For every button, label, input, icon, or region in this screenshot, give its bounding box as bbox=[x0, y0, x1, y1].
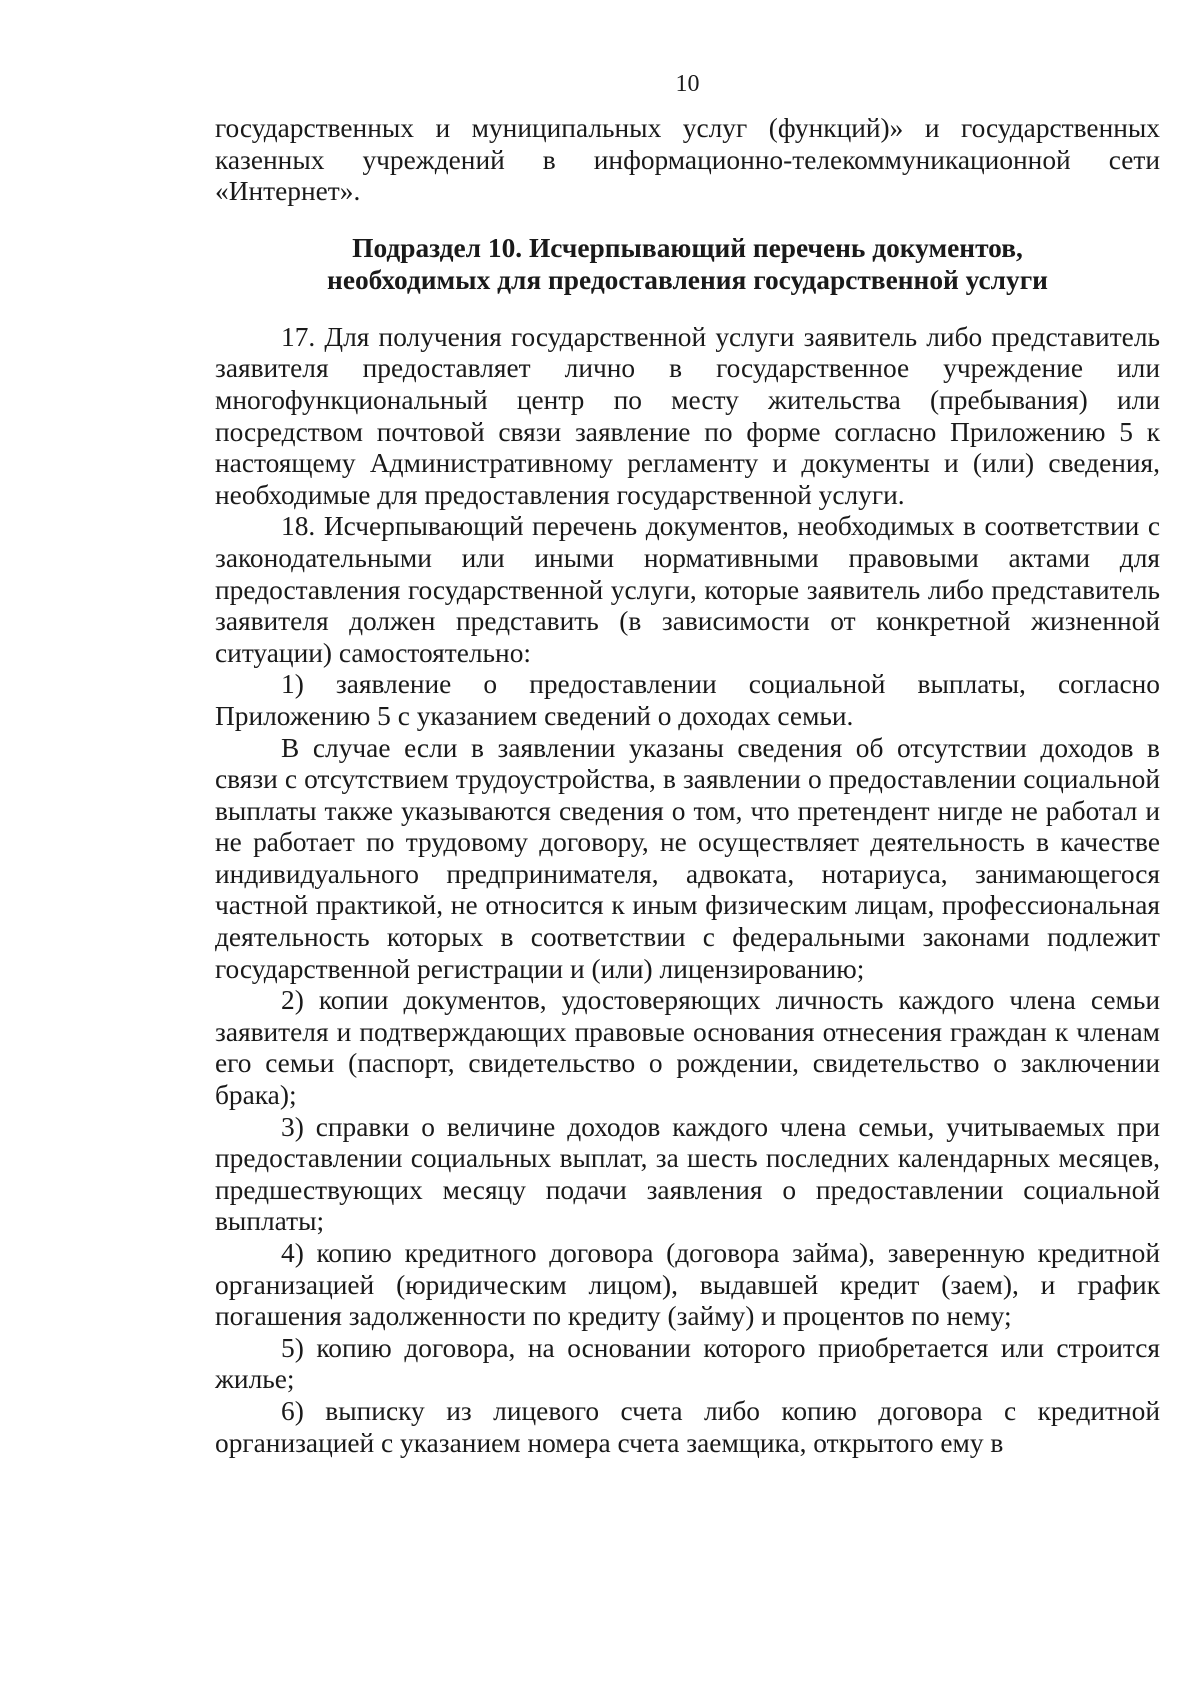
list-item-5: 5) копию договора, на основании которого приобретается или строится жилье; bbox=[215, 1332, 1160, 1395]
list-item-3: 3) справки о величине доходов каждого члена семьи, учитываемых при предоставлении социальных выплат, за шесть последних календарных месяцев, предшествующих месяцу подачи заявления о предоставлении социальной выплаты; bbox=[215, 1111, 1160, 1237]
paragraph-continuation: государственных и муниципальных услуг (функций)» и государственных казенных учреждений в информационно-телекоммуникационной сети «Интернет». bbox=[215, 113, 1160, 207]
document-page bbox=[215, 70, 1160, 1459]
page-number: 10 bbox=[675, 71, 700, 97]
section-heading-line-1: Подраздел 10. Исчерпывающий перечень документов, bbox=[352, 232, 1023, 263]
paragraph-no-income: В случае если в заявлении указаны сведения об отсутствии доходов в связи с отсутствием трудоустройства, в заявлении о предоставлении социальной выплаты также указываются сведения о том, что претендент нигде не работал и не работает по трудовому договору, не осуществляет деятельность в качестве индивидуального предпринимателя, адвоката, нотариуса, занимающегося частной практикой, не относится к иным физическим лицам, профессиональная деятельность которых в соответствии с федеральными законами подлежит государственной регистрации и (или) лицензированию; bbox=[215, 732, 1160, 984]
list-item-4: 4) копию кредитного договора (договора займа), заверенную кредитной организацией (юридическим лицом), выдавшей кредит (заем), и график погашения задолженности по кредиту (займу) и процентов по нему; bbox=[215, 1238, 1160, 1332]
list-item-6: 6) выписку из лицевого счета либо копию договора с кредитной организацией с указанием номера счета заемщика, открытого ему в bbox=[215, 1395, 1160, 1458]
section-heading bbox=[215, 232, 1160, 296]
paragraph-18: 18. Исчерпывающий перечень документов, необходимых в соответствии с законодательными или иными нормативными правовыми актами для предоставления государственной услуги, которые заявитель либо представитель заявителя должен представить (в зависимости от конкретной жизненной ситуации) самостоятельно: bbox=[215, 511, 1160, 668]
list-item-1: 1) заявление о предоставлении социальной выплаты, согласно Приложению 5 с указанием сведений о доходах семьи. bbox=[215, 669, 1160, 731]
paragraph-17: 17. Для получения государственной услуги заявитель либо представитель заявителя предоставляет лично в государственное учреждение или многофункциональный центр по месту жительства (пребывания) или посредством почтовой связи заявление по форме согласно Приложению 5 к настоящему Административному регламенту и документы и (или) сведения, необходимые для предоставления государственной услуги. bbox=[215, 321, 1160, 510]
list-item-2: 2) копии документов, удостоверяющих личность каждого члена семьи заявителя и подтверждающих правовые основания отнесения граждан к членам его семьи (паспорт, свидетельство о рождении, свидетельство о заключении брака); bbox=[215, 985, 1160, 1111]
section-heading-line-2: необходимых для предоставления государственной услуги bbox=[327, 264, 1048, 295]
